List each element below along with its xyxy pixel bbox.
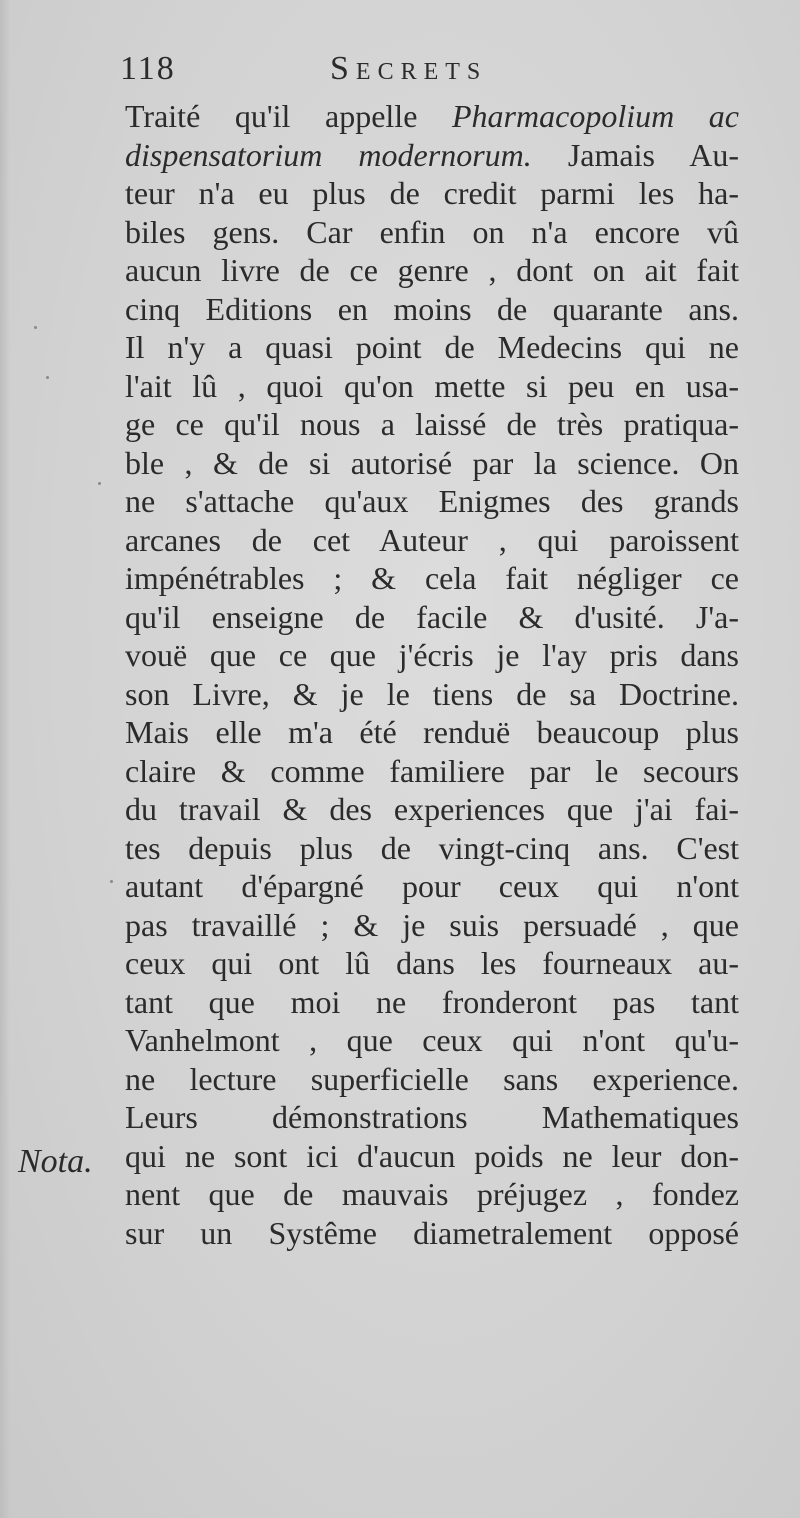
text-line <box>125 1175 739 1214</box>
gutter-shadow <box>0 0 10 1518</box>
text-line <box>125 290 739 329</box>
text-segment: Vanhelmont , que ceux qui n'ont qu'u- <box>125 1022 739 1058</box>
text-line <box>125 790 739 829</box>
text-segment: ble , & de si autorisé par la science. On <box>125 444 739 481</box>
text-segment: Jamais Au- <box>531 136 739 173</box>
text-line <box>125 636 739 675</box>
text-line <box>125 1098 739 1137</box>
paper-speck <box>34 326 37 329</box>
text-segment: pas travaillé ; & je suis persuadé , que <box>125 906 739 943</box>
text-line <box>125 328 739 367</box>
text-segment: claire & comme familiere par le secours <box>125 752 739 789</box>
text-line <box>125 752 739 791</box>
paper-speck <box>110 880 113 883</box>
text-line <box>125 675 739 714</box>
text-line <box>125 944 739 983</box>
text-segment: qui ne sont ici d'aucun poids ne leur don- <box>125 1137 739 1174</box>
text-segment: Mais elle m'a été renduë beaucoup plus <box>125 714 739 750</box>
text-segment: cinq Editions en moins de quarante ans. <box>125 290 739 327</box>
italic-segment: dispensatorium modernorum. <box>125 136 532 173</box>
text-line <box>125 598 739 637</box>
text-segment: ne s'attache qu'aux Enigmes des grands <box>125 483 739 519</box>
text-line <box>125 713 739 752</box>
text-segment: aucun livre de ce genre , dont on ait fait <box>125 252 739 288</box>
text-line <box>125 1060 739 1099</box>
text-line <box>125 482 739 521</box>
text-segment: teur n'a eu plus de credit parmi les ha- <box>125 175 739 211</box>
text-line <box>125 829 739 868</box>
text-line <box>125 444 739 483</box>
margin-note: Nota. <box>18 1143 93 1180</box>
text-line <box>125 367 739 406</box>
text-segment: Leurs démonstrations Mathematiques <box>125 1099 739 1135</box>
text-line <box>125 97 739 136</box>
text-segment: ne lecture superficielle sans experience. <box>125 1060 739 1097</box>
text-segment: ge ce qu'il nous a laissé de très pratiqua- <box>125 406 739 442</box>
text-line <box>125 136 739 175</box>
text-line <box>125 906 739 945</box>
page-number: 118 <box>120 50 176 87</box>
text-line <box>125 213 739 252</box>
text-line <box>125 867 739 906</box>
text-segment: tes depuis plus de vingt-cinq ans. C'est <box>125 829 739 866</box>
text-segment: biles gens. Car enfin on n'a encore vû <box>125 213 739 250</box>
italic-segment: Pharmacopolium ac <box>452 98 740 134</box>
text-segment: ceux qui ont lû dans les fourneaux au- <box>125 945 739 981</box>
text-line <box>125 174 739 213</box>
text-segment: nent que de mauvais préjugez , fondez <box>125 1176 739 1212</box>
text-segment: sur un Systême diametralement opposé <box>125 1214 739 1251</box>
text-segment: du travail & des experiences que j'ai fai- <box>125 791 739 827</box>
paper-speck <box>98 482 101 485</box>
text-segment: vouë que ce que j'écris je l'ay pris dans <box>125 637 739 673</box>
text-line <box>125 1214 739 1253</box>
page-header <box>120 50 740 96</box>
text-line <box>125 983 739 1022</box>
text-segment: autant d'épargné pour ceux qui n'ont <box>125 868 739 904</box>
text-segment: son Livre, & je le tiens de sa Doctrine. <box>125 675 739 712</box>
running-head: Secrets <box>330 50 488 87</box>
paper-speck <box>46 376 49 379</box>
text-segment: Il n'y a quasi point de Medecins qui ne <box>125 329 739 365</box>
text-line <box>125 559 739 598</box>
text-line <box>125 251 739 290</box>
body-text <box>125 97 739 1252</box>
text-segment: Traité qu'il appelle <box>125 98 452 134</box>
text-segment: impénétrables ; & cela fait négliger ce <box>125 560 739 596</box>
text-line <box>125 1021 739 1060</box>
text-segment: qu'il enseigne de facile & d'usité. J'a- <box>125 598 739 635</box>
text-segment: tant que moi ne fronderont pas tant <box>125 983 739 1020</box>
text-line <box>125 1137 739 1176</box>
text-line <box>125 521 739 560</box>
text-segment: arcanes de cet Auteur , qui paroissent <box>125 521 739 558</box>
text-segment: l'ait lû , quoi qu'on mette si peu en usa- <box>125 367 739 404</box>
text-line <box>125 405 739 444</box>
